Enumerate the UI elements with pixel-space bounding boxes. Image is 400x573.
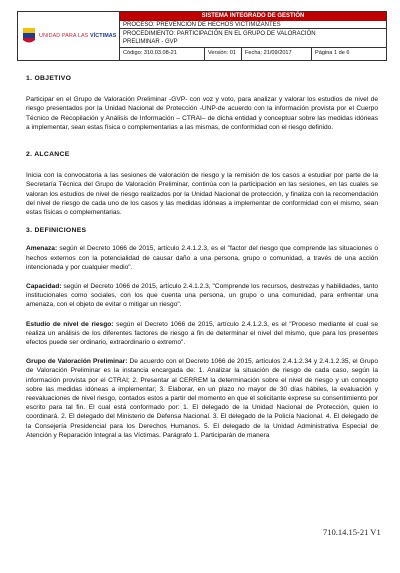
logo-text: UNIDAD PARA LAS VÍCTIMAS <box>39 33 117 39</box>
header-info <box>120 12 386 60</box>
definition-gvp: Grupo de Valoración Preliminar: De acuerdo con el Decreto 1066 de 2015, artículos 2.4.1.2.34 y 2.4.1.2.35, el Grupo de Valoración Preliminar es la instancia encargada de: 1. Analizar la situación de riesgo de cada caso, según la información provista por el CTRAI; 2. Presentar al CERREM la determinación sobre el nivel de riesgo y un concepto sobre las medidas idóneas a implementar; 3. Elaborar, en un plazo no mayor de 30 días hábiles, la evaluación y reevaluaciones de nivel riesgo, contados estos a partir del momento en que el solicitante exprese su consentimiento por escrito para tal fin. El cual está conformado por: 1. El delegado de la Unidad Nacional de Protección, quien lo coordinará. 2. El delegado del Ministerio de Defensa Nacional. 3. El delegado de la Policía Nacional. 4. El delegado de la Consejería Presidencial para los Derechos Humanos. 5. El delegado de la Unidad Administrativa Especial de Atención y Reparación Integral a las Víctimas. Parágrafo 1. Participarán de manera <box>26 358 378 439</box>
document-meta <box>120 48 386 60</box>
scope-heading: 2. ALCANCE <box>26 151 70 159</box>
definition-risk-study: Estudio de nivel de riesgo: según el Decreto 1066 de 2015, artículo 2.4.1.2.3, es el "Proceso mediante el cual se realiza un análisis de los diferentes factores de riesgo a fin de determinar el nivel del mismo, que para los presentes efectos puede ser ordinario, extraordinario o extremo". <box>26 320 378 347</box>
document-version: Versión: 01 <box>205 48 242 60</box>
document-date: Fecha: 21/09/2017 <box>242 48 312 60</box>
definitions-heading: 3. DEFINICIONES <box>26 227 87 235</box>
scope-text: Inicia con la convocatoria a las sesiones de valoración de riesgo y la remisión de los casos a estudiar por parte de la Secretaría Técnica del Grupo de Valoración Preliminar, continúa con la participación en las sesiones, en las cuales se valoran los estudios de nivel de riesgo realizados por la Unidad Nacional de protección, y finaliza con la recomendación del nivel de riesgo de cada uno de los casos y las medidas idóneas a implementar de conformidad con el mismo, sean estas físicas o complementarias. <box>26 172 378 217</box>
definition-capacity: Capacidad: según el Decreto 1066 de 2015, artículo 2.4.1.2.3, "Comprende los recursos, destrezas y habilidades, tanto institucionales como sociales, con los que cuenta una persona, un grupo o una comunidad, para enfrentar una amenaza, con el objeto de evitar o mitigar un riesgo". <box>26 283 378 309</box>
definition-threat: Amenaza: según el Decreto 1066 de 2015, artículo 2.4.1.2.3, es el "factor del riesgo que comprende las situaciones o hechos externos con la potencialidad de causar daño a una persona, grupo o comunidad, a través de una acción intencionada y por cualquier medio". <box>26 245 378 271</box>
document-code: Código: 310.03.08-21 <box>120 48 205 60</box>
document-header <box>17 11 387 61</box>
procedure-label: PROCEDIMIENTO: PARTICIPACIÓN EN EL GRUPO DE VALORACIÓN PRELIMINAR - GVP <box>120 29 386 48</box>
process-label: PROCESO: PREVENCIÓN DE HECHOS VICTIMIZANTES <box>120 21 386 29</box>
objective-heading: 1. OBJETIVO <box>26 75 72 82</box>
page-number: Página 1 de 6 <box>315 50 350 56</box>
system-title: SISTEMA INTEGRADO DE GESTIÓN <box>120 12 386 21</box>
objective-text: Participar en el Grupo de Valoración Preliminar -GVP- con voz y voto, para analizar y valorar los estudios de nivel de riesgo presentados por la Unidad Nacional de Protección -UNP-de acuerdo con la información provista por el Cuerpo Técnico de Recopilación y Análisis de Información – CTRAI– de dicha entidad y conceptuar sobre las medidas idóneas a implementar, sean estas física o complementarias a las mismas, de conformidad con el riesgo definido. <box>26 96 378 131</box>
footer-document-code: 710.14.15-21 V1 <box>323 527 381 537</box>
logo <box>18 12 120 60</box>
document-body <box>26 74 378 440</box>
colombia-shield-icon <box>23 28 35 44</box>
